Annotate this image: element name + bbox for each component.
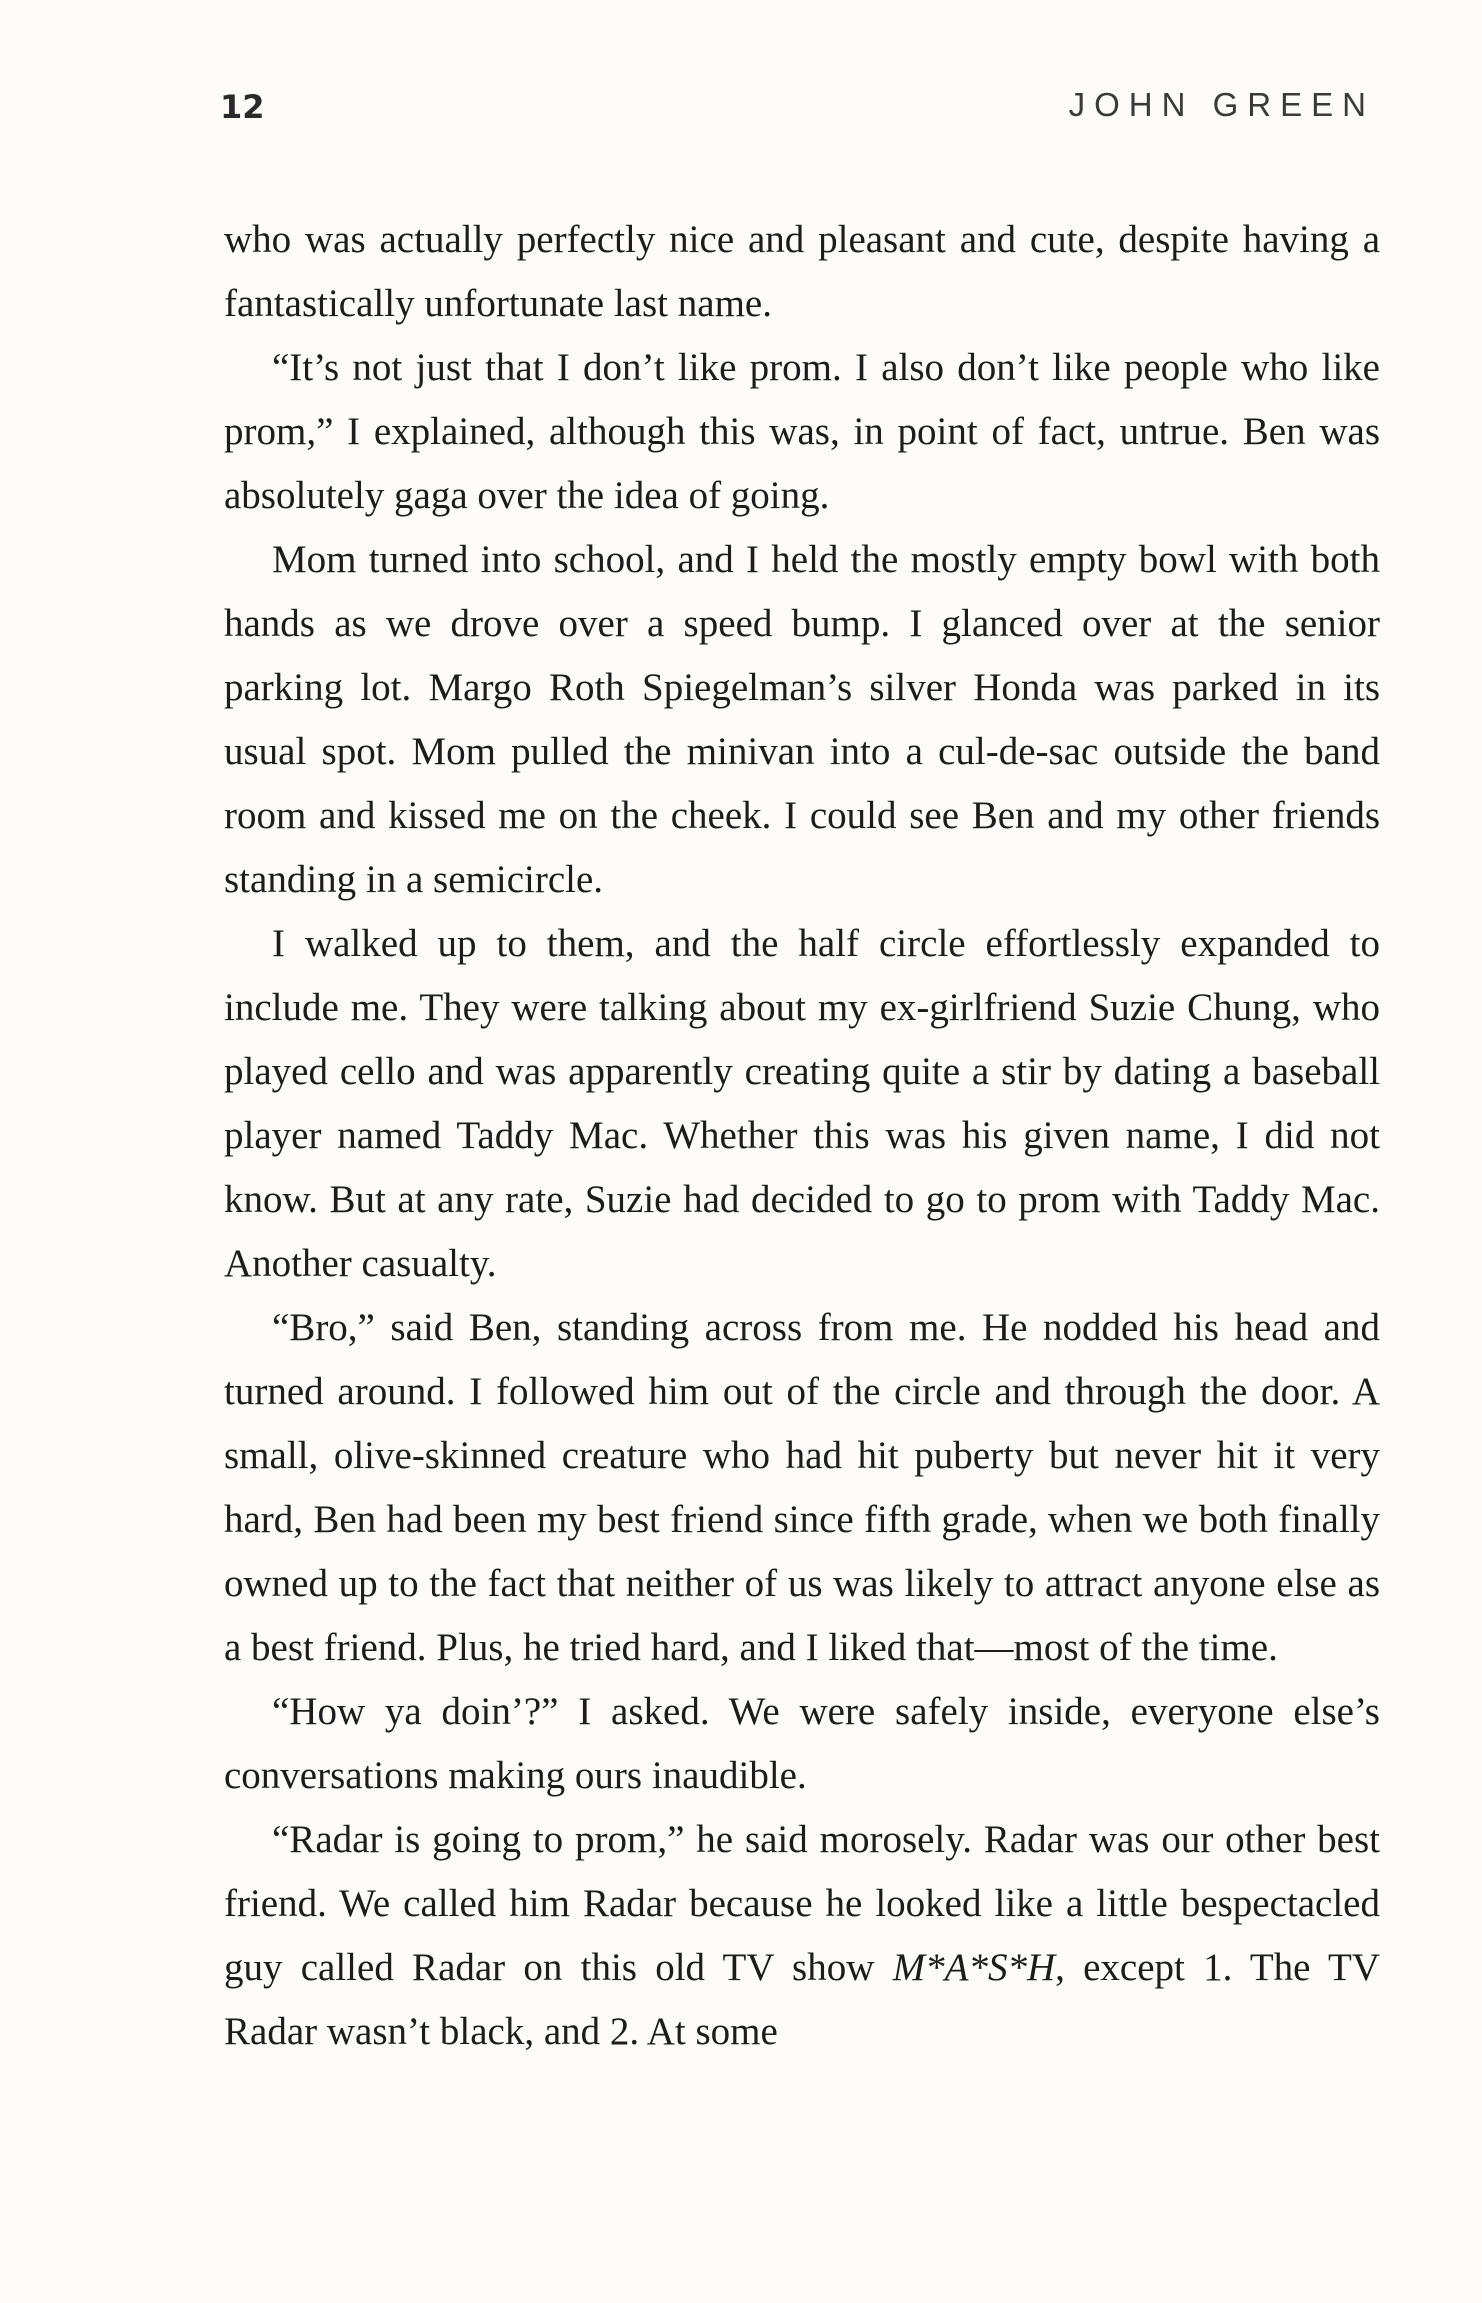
paragraph-text: I walked up to them, and the half circle effortlessly expanded to include me. They were talking about my ex-girlfriend Suzie Chung, who played cello and was apparently creating quite a stir by dating a baseball player named Taddy Mac. Whether this was his given name, I did not know. But at any rate, Suzie had decided to go to prom with Taddy Mac. Another casualty. xyxy=(224,922,1380,1285)
paragraph xyxy=(224,336,1380,528)
show-title-italic: M*A*S*H xyxy=(892,1946,1056,1989)
paragraph xyxy=(224,528,1380,912)
paragraph-text: “Radar is going to prom,” he said morosely. Radar was our other best friend. We called him Radar because he looked like a little bespectacled guy called Radar on this old TV show xyxy=(224,1818,1380,1989)
paragraph xyxy=(224,1680,1380,1808)
paragraph-text-end: , except 1. The TV Radar wasn’t black, and 2. At some xyxy=(224,1946,1381,2053)
running-head: JOHN GREEN xyxy=(1068,86,1375,123)
paragraph xyxy=(224,1296,1380,1680)
paragraph xyxy=(224,912,1380,1296)
paragraph-text: “How ya doin’?” I asked. We were safely inside, everyone else’s conversations making ours inaudible. xyxy=(224,1690,1380,1797)
body-text xyxy=(224,208,1380,2064)
paragraph-text: “It’s not just that I don’t like prom. I also don’t like people who like prom,” I explained, although this was, in point of fact, untrue. Ben was absolutely gaga over the idea of going. xyxy=(224,346,1380,517)
page-number: 12 xyxy=(220,88,265,126)
paragraph xyxy=(224,1808,1380,2064)
paragraph-text: Mom turned into school, and I held the mostly empty bowl with both hands as we drove over a speed bump. I glanced over at the senior parking lot. Margo Roth Spiegelman’s silver Honda was parked in its usual spot. Mom pulled the minivan into a cul-de-sac outside the band room and kissed me on the cheek. I could see Ben and my other friends standing in a semicircle. xyxy=(224,538,1380,901)
paragraph xyxy=(224,208,1380,336)
paragraph-text: “Bro,” said Ben, standing across from me. He nodded his head and turned around. I followed him out of the circle and through the door. A small, olive-skinned creature who had hit puberty but never hit it very hard, Ben had been my best friend since fifth grade, when we both finally owned up to the fact that neither of us was likely to attract anyone else as a best friend. Plus, he tried hard, and I liked that—most of the time. xyxy=(224,1306,1380,1669)
paragraph-text: who was actually perfectly nice and pleasant and cute, despite having a fantastically unfortunate last name. xyxy=(224,218,1380,325)
